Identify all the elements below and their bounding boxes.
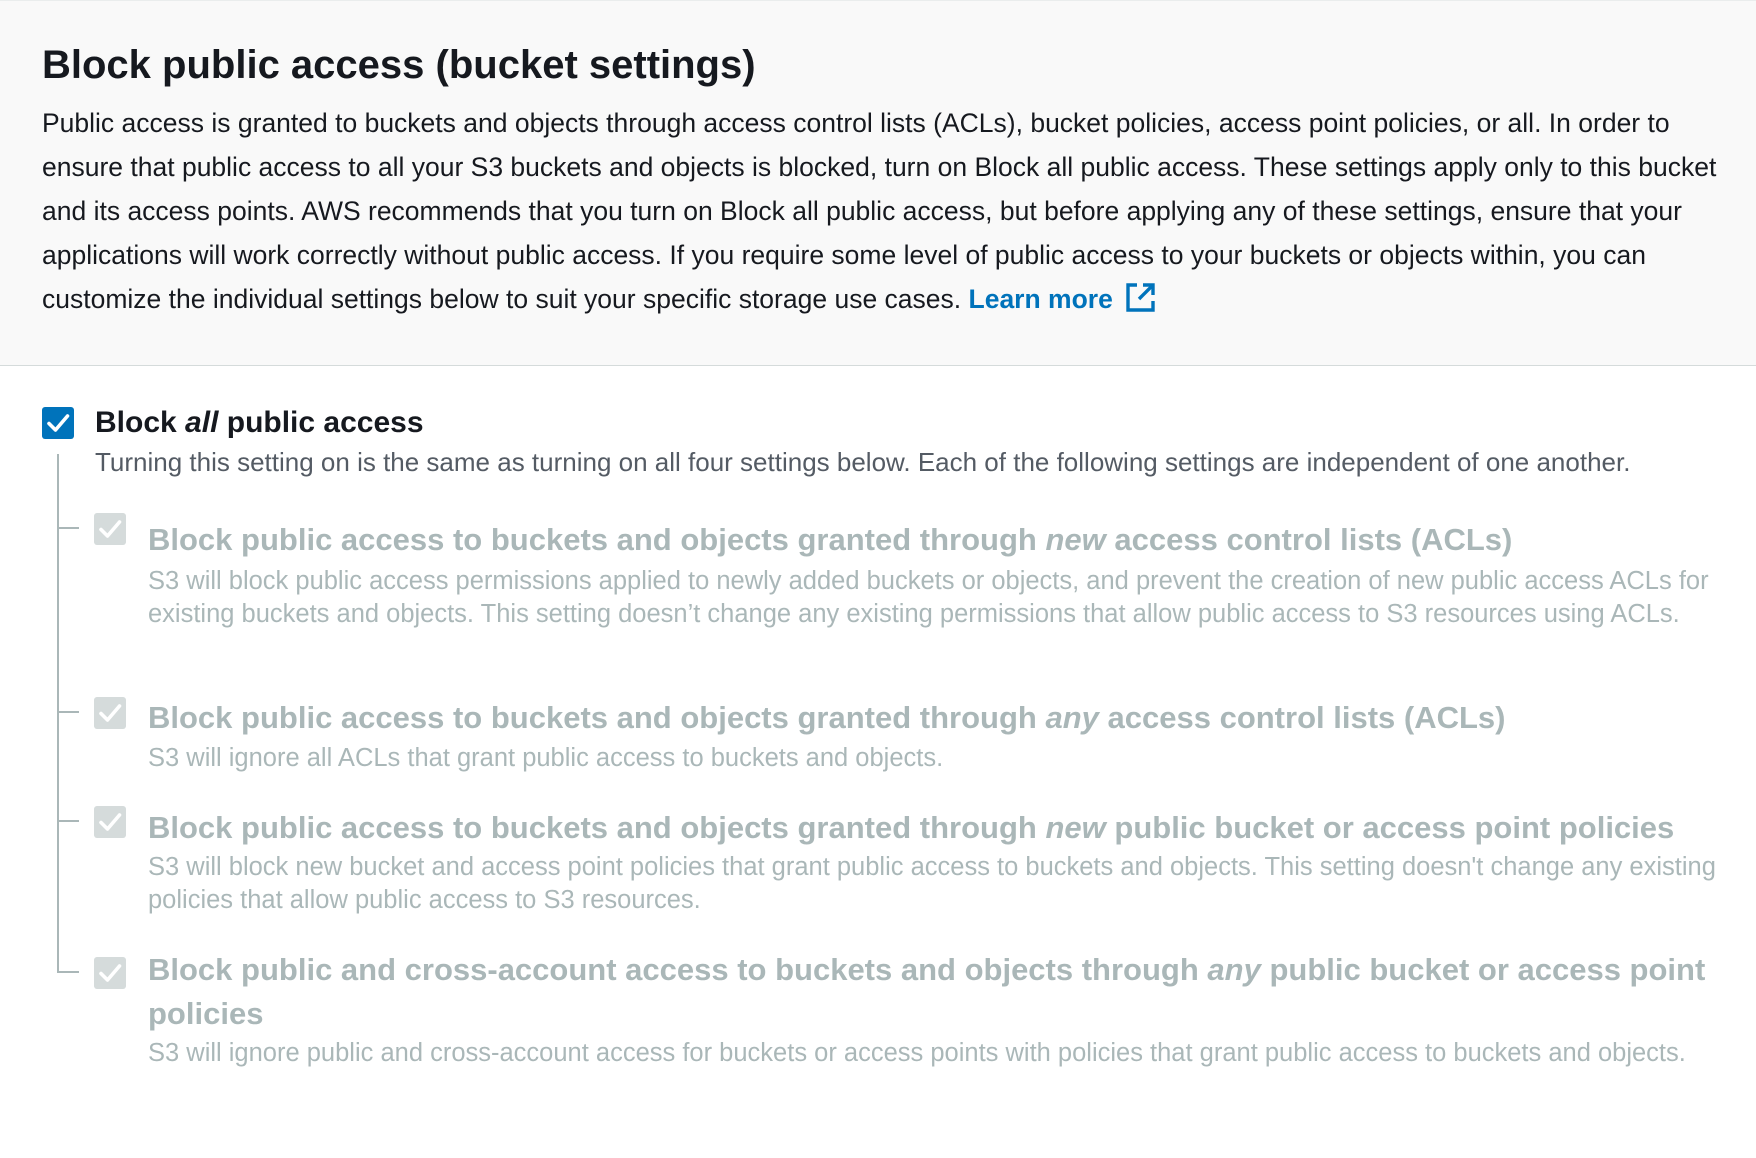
checkmark-icon <box>94 806 126 838</box>
checkmark-icon <box>94 957 126 989</box>
setting-any-policies-checkbox[interactable] <box>94 957 126 989</box>
external-link-icon <box>1123 281 1157 315</box>
block-all-label-emphasis: all <box>185 406 219 439</box>
learn-more-link[interactable] <box>969 284 1157 314</box>
checkmark-icon <box>94 697 126 729</box>
setting-title-prefix: Block public and cross-account access to buckets and objects through <box>148 952 1199 987</box>
setting-title-emphasis: any <box>1207 952 1261 987</box>
setting-new-acls-checkbox[interactable] <box>94 513 126 545</box>
block-all-label-suffix: public access <box>226 406 424 439</box>
setting-title-prefix: Block public access to buckets and objects granted through <box>148 522 1037 557</box>
learn-more-label: Learn more <box>968 284 1113 314</box>
setting-title-suffix: access control lists (ACLs) <box>1107 700 1506 735</box>
checkmark-icon <box>42 407 74 439</box>
setting-any-policies-description: S3 will ignore public and cross-account access for buckets or access points with policies that grant public access to buckets and objects. <box>148 1039 1686 1067</box>
section-title: Block public access (bucket settings) <box>42 43 756 87</box>
setting-title-emphasis: new <box>1045 810 1106 845</box>
setting-new-acls-title <box>148 518 1748 562</box>
block-all-checkbox[interactable] <box>42 407 74 439</box>
tree-connector-line <box>57 454 59 973</box>
setting-new-policies-description: S3 will block new bucket and access point policies that grant public access to buckets and objects. This setting doesn't change any existing policies that allow public access to S3 resources. <box>148 853 1716 914</box>
section-description-text: Public access is granted to buckets and objects through access control lists (ACLs), bucket policies, access point policies, or all. In order to ensure that public access to all your S3 buckets and objects is blocked, turn on Block all public access. These settings apply only to this bucket and its access points. AWS recommends that you turn on Block all public access, but before applying any of these settings, ensure that your applications will work correctly without public access. If you require some level of public access to your buckets or objects within, you can customize the individual settings below to suit your specific storage use cases. <box>42 108 1717 314</box>
section-description <box>42 101 1722 321</box>
tree-branch <box>57 711 79 713</box>
setting-new-acls-description: S3 will block public access permissions applied to newly added buckets or objects, and prevent the creation of new public access ACLs for existing buckets and objects. This setting doesn’t change any existing permissions that allow public access to S3 resources using ACLs. <box>148 567 1709 628</box>
setting-title-suffix: public bucket or access point policies <box>1114 810 1675 845</box>
setting-title-emphasis: new <box>1045 522 1106 557</box>
setting-any-acls-description: S3 will ignore all ACLs that grant public access to buckets and objects. <box>148 744 944 772</box>
setting-title-suffix: access control lists (ACLs) <box>1114 522 1513 557</box>
setting-new-policies-title <box>148 806 1748 850</box>
block-all-label <box>95 402 424 444</box>
checkmark-icon <box>94 513 126 545</box>
setting-any-acls-checkbox[interactable] <box>94 697 126 729</box>
setting-title-emphasis: any <box>1045 700 1099 735</box>
tree-branch <box>57 527 79 529</box>
setting-new-policies-checkbox[interactable] <box>94 806 126 838</box>
block-all-label-prefix: Block <box>95 406 177 439</box>
setting-title-prefix: Block public access to buckets and objects granted through <box>148 700 1037 735</box>
block-all-description: Turning this setting on is the same as turning on all four settings below. Each of the following settings are independent of one another. <box>95 447 1631 477</box>
section-header-panel <box>0 0 1756 366</box>
setting-title-suffix: public bucket or access point policies <box>148 952 1706 1031</box>
setting-title-prefix: Block public access to buckets and objects granted through <box>148 810 1037 845</box>
tree-branch <box>57 971 79 973</box>
setting-any-policies-title <box>148 948 1748 1036</box>
setting-any-acls-title <box>148 696 1748 740</box>
tree-branch <box>57 820 79 822</box>
